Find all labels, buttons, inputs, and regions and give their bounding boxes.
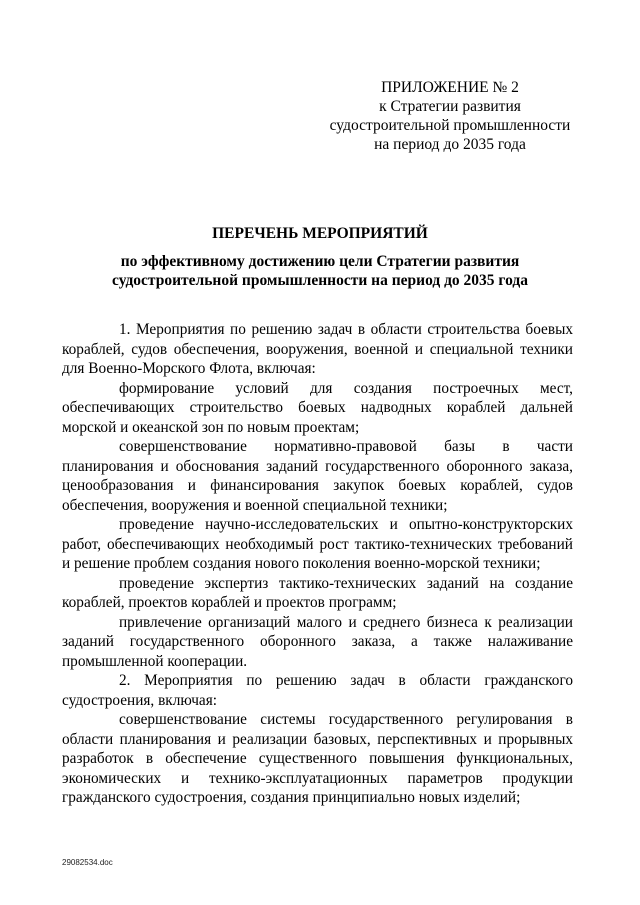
- document-body: [62, 320, 573, 808]
- subtitle-line: судостроительной промышленности на период до 2035 года: [112, 272, 528, 289]
- appendix-line: на период до 2035 года: [374, 136, 526, 153]
- document-subtitle: [0, 252, 640, 290]
- paragraph: привлечение организаций малого и среднего бизнеса к реализации заданий государственного оборонного заказа, а также налаживание промышленной кооперации.: [62, 613, 573, 670]
- paragraph: формирование условий для создания построечных мест, обеспечивающих строительство боевых надводных кораблей дальней морской и океанской зон по новым проектам;: [62, 379, 573, 436]
- paragraph: 2. Мероприятия по решению задач в области гражданского судостроения, включая:: [62, 672, 573, 709]
- document-title: ПЕРЕЧЕНЬ МЕРОПРИЯТИЙ: [212, 225, 428, 242]
- appendix-header: [320, 78, 580, 154]
- subtitle-line: по эффективному достижению цели Стратегии развития: [120, 253, 520, 270]
- paragraph: совершенствование нормативно-правовой базы в части планирования и обоснования заданий государственного оборонного заказа, ценообразования и финансирования закупок боевых кораблей, судов обеспечения, вооружения и военной специальной техники;: [62, 438, 573, 514]
- appendix-line: к Стратегии развития: [379, 98, 521, 115]
- paragraph: 1. Мероприятия по решению задач в области строительства боевых кораблей, судов обеспечения, вооружения, военной и специальной техники для Военно-Морского Флота, включая:: [62, 321, 573, 377]
- appendix-line: ПРИЛОЖЕНИЕ № 2: [381, 79, 519, 96]
- paragraph: совершенствование системы государственного регулирования в области планирования и реализации базовых, перспективных и прорывных разработок в обеспечение существенного повышения функциональных, экономических и технико-эксплуатационных параметров продукции гражданского судостроения, создания принципиально новых изделий;: [62, 711, 573, 806]
- file-name-footer: 29082534.doc: [62, 858, 113, 867]
- paragraph: проведение научно-исследовательских и опытно-конструкторских работ, обеспечивающих необходимый рост тактико-технических требований и решение проблем создания нового поколения военно-морской техники;: [62, 516, 573, 572]
- paragraph: проведение экспертиз тактико-технических заданий на создание кораблей, проектов кораблей и проектов программ;: [62, 574, 573, 611]
- appendix-line: судостроительной промышленности: [329, 117, 571, 134]
